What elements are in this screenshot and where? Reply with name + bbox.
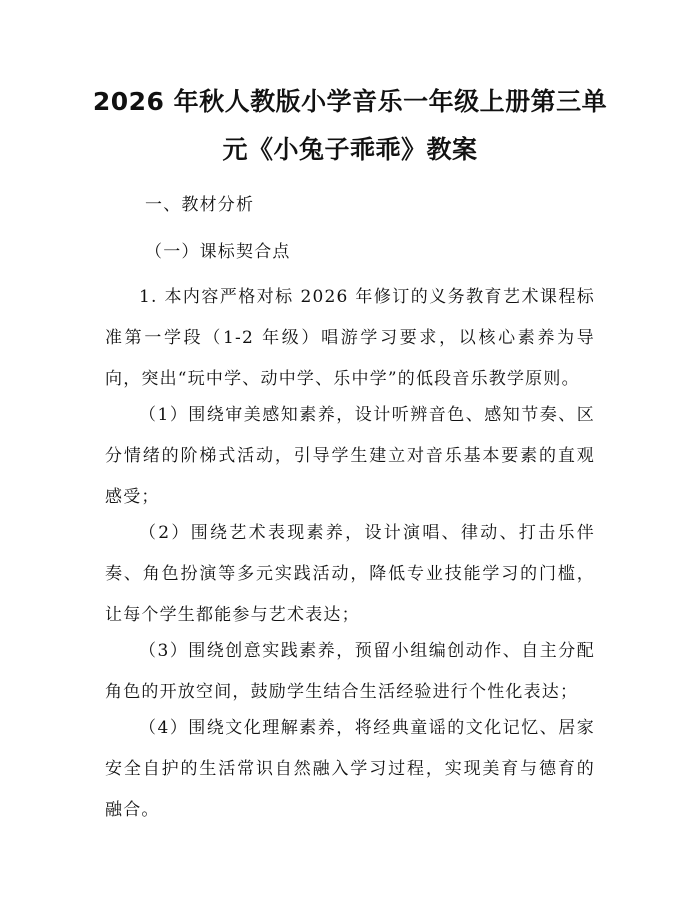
paragraph-1: 1. 本内容严格对标 2026 年修订的义务教育艺术课程标准第一学段（1-2 年级）唱游学习要求，以核心素养为导向，突出“玩中学、动中学、乐中学”的低段音乐教学原则。 xyxy=(105,287,595,389)
document-title-line-1: 2026 年秋人教版小学音乐一年级上册第三单 xyxy=(92,87,608,116)
subsection-heading: （一）课标契合点 xyxy=(145,242,291,262)
paragraph-3: （2）围绕艺术表现素养，设计演唱、律动、打击乐伴奏、角色扮演等多元实践活动，降低专业技能学习的门槛，让每个学生都能参与艺术表达； xyxy=(105,523,595,625)
document-title-line-2: 元《小兔子乖乖》教案 xyxy=(222,135,478,164)
paragraph-4: （3）围绕创意实践素养，预留小组编创动作、自主分配角色的开放空间，鼓励学生结合生活经验进行个性化表达； xyxy=(105,641,595,702)
section-heading: 一、教材分析 xyxy=(145,195,255,215)
paragraph-5: （4）围绕文化理解素养，将经典童谣的文化记忆、居家安全自护的生活常识自然融入学习过程，实现美育与德育的融合。 xyxy=(105,718,595,820)
paragraph-2: （1）围绕审美感知素养，设计听辨音色、感知节奏、区分情绪的阶梯式活动，引导学生建立对音乐基本要素的直观感受； xyxy=(105,405,595,507)
